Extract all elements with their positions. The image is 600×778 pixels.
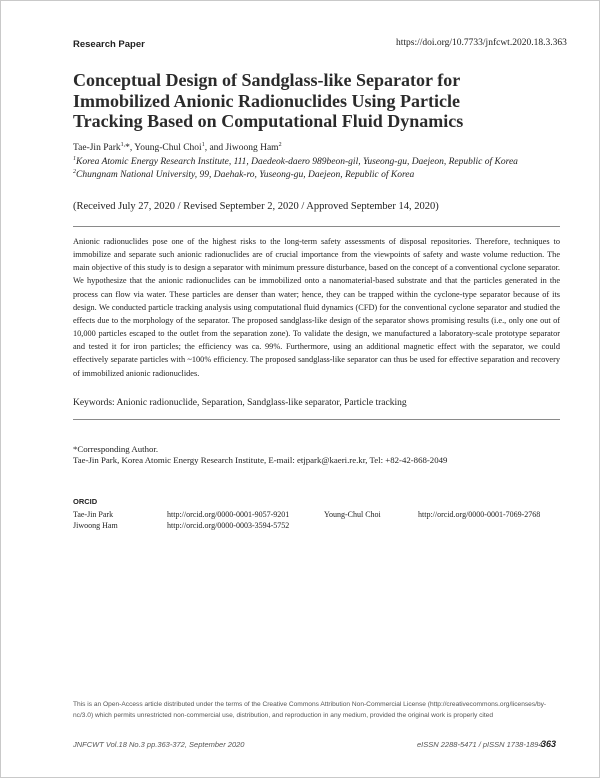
corresponding-author-label: *Corresponding Author. [73, 444, 159, 454]
page-number: 363 [541, 739, 557, 749]
orcid-link[interactable]: http://orcid.org/0000-0001-9057-9201 [167, 510, 290, 519]
affiliation-mark: 1 [73, 155, 76, 162]
footer-journal-info: JNFCWT Vol.18 No.3 pp.363-372, September 2020 [73, 740, 245, 749]
paper-title: Conceptual Design of Sandglass-like Separator for Immobilized Anionic Radionuclides Using Particle Tracking Based on Computational Fluid Dynamics [73, 70, 464, 131]
author-affiliation-mark: 1, [120, 141, 126, 148]
affiliation-2 [73, 170, 414, 180]
orcid-heading: ORCID [73, 497, 98, 506]
corresponding-author-details: Tae-Jin Park, Korea Atomic Energy Research Institute, E-mail: etjpark@kaeri.re.kr, Tel: +82-42-868-2049 [73, 455, 448, 465]
affiliation-mark: 2 [73, 168, 76, 175]
author-name: Young-Chul Choi [134, 143, 202, 153]
footer-issn: eISSN 2288-5471 / pISSN 1738-1894 [417, 740, 543, 749]
affiliation-1 [73, 157, 518, 167]
author-affiliation-mark: 1 [201, 141, 205, 148]
author-name: Tae-Jin Park [73, 143, 121, 153]
orcid-link[interactable]: http://orcid.org/0000-0003-3594-5752 [167, 521, 290, 530]
author-separator: , [129, 143, 135, 153]
corresponding-author-mark: * [125, 143, 130, 153]
keywords-line: Keywords: Anionic radionuclide, Separation, Sandglass-like separator, Particle tracking [73, 398, 407, 408]
orcid-author-name: Jiwoong Ham [73, 521, 118, 530]
author-separator: , and [204, 143, 226, 153]
license-notice: This is an Open-Access article distributed under the terms of the Creative Commons Attribution Non-Commercial License (http://creativecommons.org/licenses/by-nc/3.0) which permits unrestricted non-commercial use, distribution, and reproduction in any medium, provided the original work is properly cited [73, 701, 547, 719]
affiliation-text: Korea Atomic Energy Research Institute, 111, Daedeok-daero 989beon-gil, Yuseong-gu, Daejeon, Republic of Korea [76, 157, 518, 167]
abstract-bottom-divider [73, 419, 560, 420]
author-name: Jiwoong Ham [225, 143, 279, 153]
orcid-link[interactable]: http://orcid.org/0000-0001-7069-2768 [418, 510, 541, 519]
abstract-text: Anionic radionuclides pose one of the highest risks to the long-term safety assessments of disposal repositories. Therefore, techniques to immobilize and separate such anionic radionuclides are of crucial importance from the viewpoints of safety and waste volume reduction. The main objective of this study is to design a separator with minimum pressure disturbance, based on the concept of a conventional cyclone separator. We hypothesize that the anionic radionuclides can be immobilized onto a nanomaterial-based substrate and that the particles generated in the process can flow via water. These particles are denser than water; hence, they can be trapped within the cyclone-type separator because of its design. We conducted particle tracking analysis using computational fluid dynamics (CFD) for the conventional cyclone separator and studied the effects due to the morphology of the separator. The proposed sandglass-like design of the separator shows promising results (i.e., only one out of 10,000 particles escaped to the outlet from the separation zone). To validate the design, we manufactured a laboratory-scale prototype separator and tested it for iron particles; the efficiency was ca. 99%. Furthermore, using an additional magnetic effect with the separator, we could effectively separate particles with ~100% efficiency. The proposed sandglass-like separator can thus be used for effective separation and recovery of immobilized anionic radionuclides. [73, 237, 560, 378]
orcid-author-name: Tae-Jin Park [73, 510, 114, 519]
submission-dates: (Received July 27, 2020 / Revised September 2, 2020 / Approved September 14, 2020) [73, 201, 439, 212]
abstract-top-divider [73, 226, 560, 227]
doi-link[interactable]: https://doi.org/10.7733/jnfcwt.2020.18.3.363 [396, 38, 567, 48]
orcid-author-name: Young-Chul Choi [324, 510, 381, 519]
paper-type-label: Research Paper [73, 39, 145, 50]
author-list [73, 143, 282, 153]
author-affiliation-mark: 2 [278, 141, 282, 148]
affiliation-text: Chungnam National University, 99, Daehak-ro, Yuseong-gu, Daejeon, Republic of Korea [76, 170, 415, 180]
